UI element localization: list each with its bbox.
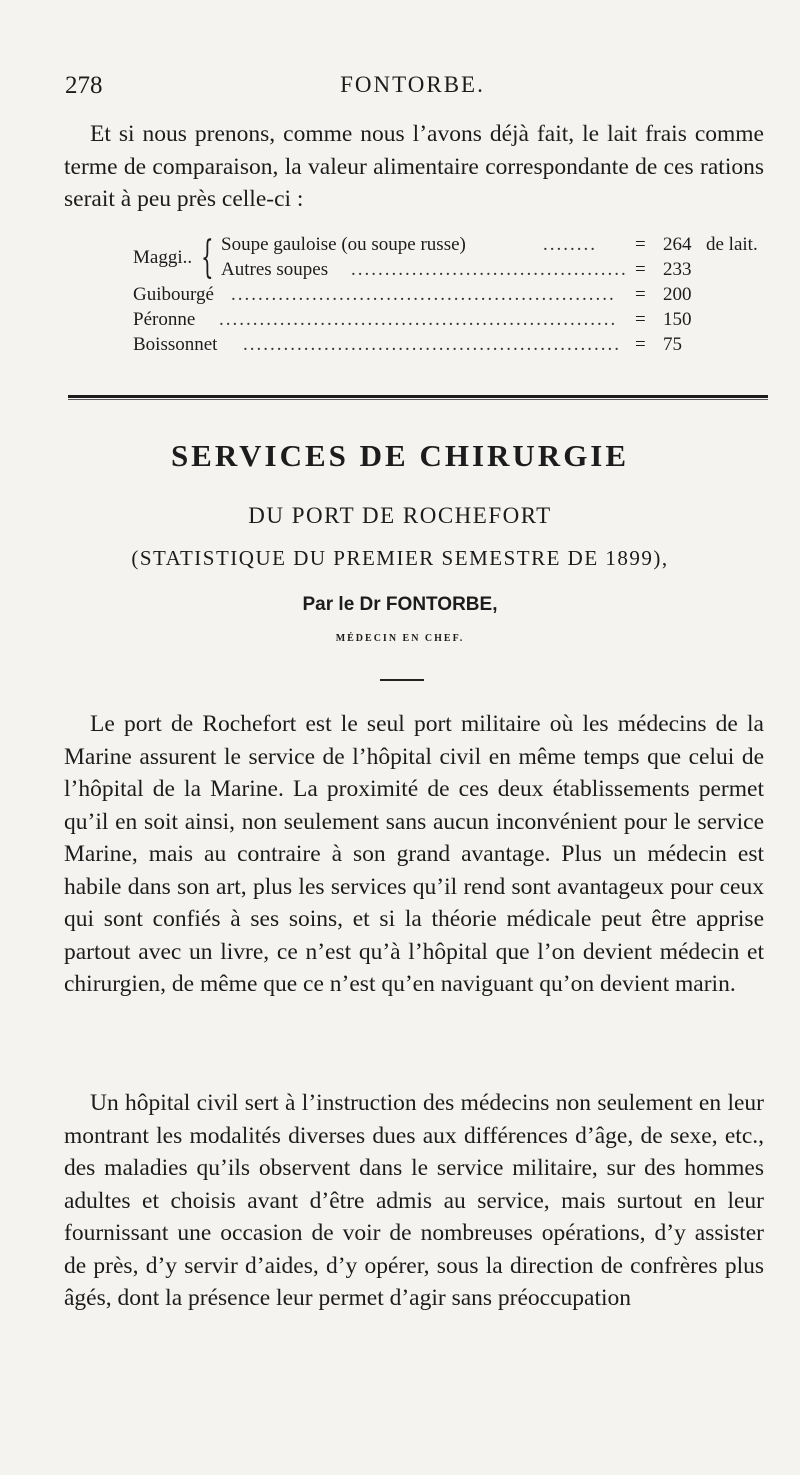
ration-label: Boissonnet	[133, 334, 218, 355]
brace-symbol: {	[201, 232, 214, 283]
ration-label: Autres soupes	[221, 259, 329, 280]
ration-row	[133, 234, 773, 259]
body-paragraph-1: Le port de Rochefort est le seul port militaire où les médecins de la Marine assurent le service de l’hôpital civil en même temps que celui de l’hôpital de la Marine. La proximité de ces deux établissements permet qu’il en soit ainsi, non seulement sans aucun inconvénient pour le service Marine, mais au contraire à son grand avantage. Plus un médecin est habile dans son art, plus les services qu’il rend sont avantageux pour ceux qui sont confiés à ses soins, et si la théorie médicale peut être apprise partout avec un livre, ce n’est qu’à l’hôpital que l’on devient médecin et chirurgien, de même que ce n’est qu’en naviguant qu’on devient marin.	[64, 711, 764, 997]
ration-equals: =	[635, 309, 646, 330]
body-paragraph-2: Un hôpital civil sert à l’instruction des médecins non seulement en leur montrant les modalités diverses dues aux différences d’âge, de sexe, etc., des maladies qu’ils observent dans le service militaire, sur des hommes adultes et choisis avant d’être admis au service, mais surtout en leur fournissant une occasion de voir de nombreuses opérations, d’y assister de près, d’y servir d’aides, d’y opérer, sous la direction de confrères plus âgés, dont la présence leur permet d’agir sans préoccupation	[64, 1090, 764, 1311]
ration-value: 150	[663, 309, 692, 330]
ration-unit: de lait.	[706, 234, 758, 255]
ration-value: 264	[663, 234, 692, 255]
ration-equals: =	[635, 234, 646, 255]
leader-dots: ........	[543, 234, 597, 255]
ration-equals: =	[635, 259, 646, 280]
section-divider-thin	[68, 399, 768, 400]
ration-equals: =	[635, 334, 646, 355]
article-period: (STATISTIQUE DU PREMIER SEMESTRE DE 1899),	[131, 546, 669, 570]
ration-value: 200	[663, 284, 692, 305]
running-head	[65, 72, 760, 102]
ration-label: Soupe gauloise (ou soupe russe)	[221, 234, 466, 255]
leader-dots: ........................................................	[243, 334, 621, 355]
ration-equals: =	[635, 284, 646, 305]
section-divider	[68, 395, 768, 398]
leader-dots: .........................................	[351, 259, 628, 280]
running-title: FONTORBE.	[340, 72, 485, 97]
page-number: 278	[65, 72, 103, 99]
leader-dots: .........................................................	[231, 284, 616, 305]
article-title: SERVICES DE CHIRURGIE	[170, 438, 630, 473]
rations-table	[133, 234, 773, 359]
ration-row	[133, 334, 773, 359]
short-divider	[380, 679, 424, 681]
leader-dots: ...........................................................	[219, 309, 618, 330]
intro-paragraph: Et si nous prenons, comme nous l’avons déjà fait, le lait frais comme terme de comparaison, la valeur alimentaire correspondante de ces rations serait à peu près celle-ci :	[64, 121, 764, 212]
ration-row	[133, 284, 773, 309]
article-subtitle: DU PORT DE ROCHEFORT	[248, 503, 552, 528]
maggi-label: Maggi..	[133, 247, 193, 268]
ration-row	[133, 309, 773, 334]
ration-label: Guibourgé	[133, 284, 214, 305]
ration-label: Péronne	[133, 309, 196, 330]
ration-row	[133, 259, 773, 284]
author-rank: MÉDECIN EN CHEF.	[335, 633, 465, 644]
ration-value: 233	[663, 259, 692, 280]
article-byline: Par le Dr FONTORBE,	[302, 594, 498, 615]
ration-value: 75	[663, 334, 682, 355]
